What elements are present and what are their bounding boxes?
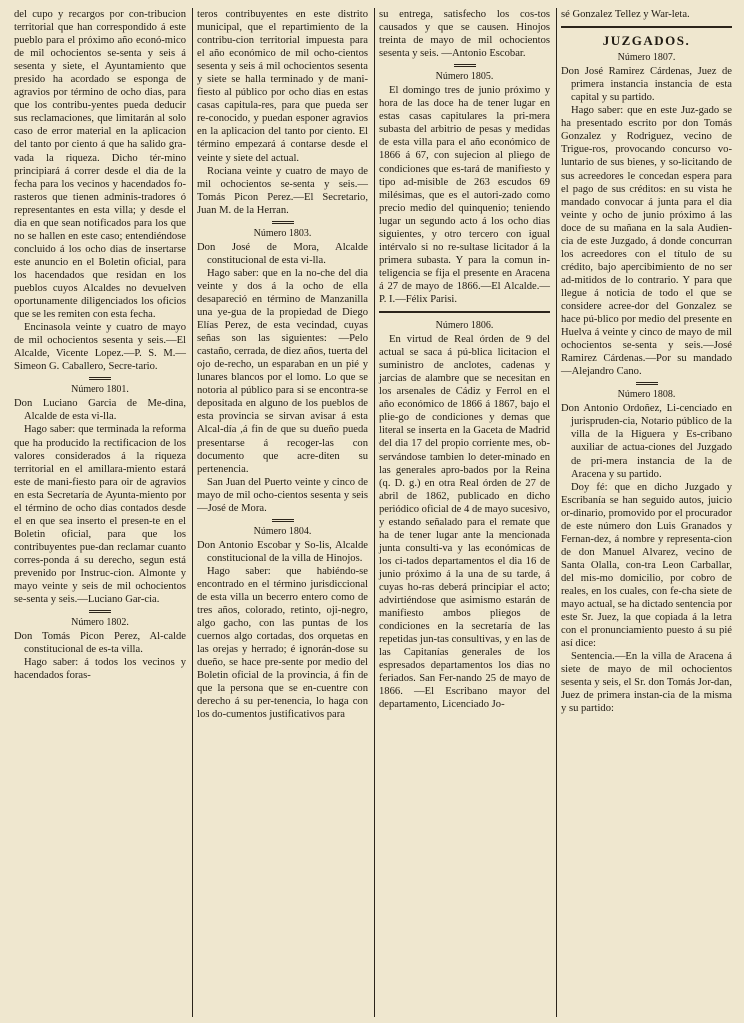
column-3 [374, 8, 556, 1017]
paragraph: Sentencia.—En la villa de Aracena á siete de mayo de mil ochocientos sesenta y seis, el Sr. don Tomás Jor-dan, Juez de primera instan-cia de la misma y su partido: [561, 651, 732, 715]
section-separator [89, 610, 111, 613]
column-4 [556, 8, 738, 1017]
notice-issuer: Don Antonio Ordoñez, Li-cenciado en jurispruden-cia, Notario público de la villa de la Higuera y Es-cribano auxiliar de actua-ciones del Juzgado de pri-mera instancia de la de Aracena y su partido. [561, 403, 732, 480]
paragraph: Doy fé: que en dicho Juzgado y Escribanía se han seguido autos, juicio or-dinario, promovido por el procurador de este número don Luis Granados y Fernan-dez, á nombre y representa-cion de don Manuel Alvarez, vecino de Santa Olalla, con-tra Leon Carballar, del mis-mo domicilio, por cobro de reales, en los cuales, con fe-cha siete de mayo actual, se ha dictado sentencia por este Sr. Juez, la que copiada á la letra con el pronunciamiento puesto á su pié así dice: [561, 481, 732, 650]
paragraph: Hago saber: que habiéndo-se encontrado en el término jurisdiccional de esta villa un becerro entero como de tres años, colorado, retinto, oji-negro, algo gacho, con las puntas de los cuernos algo cortadas, dos orquetas en las orejas y herrado; é ignorán-dose su dueño, se hace pre-sente por medio del Boletin oficial de la provincia, á fin de que la persona que se en-cuentre con derecho á su per-tenencia, lo haga con los do-cumentos justificativos para [197, 565, 368, 721]
notice-number: Número 1804. [253, 525, 312, 537]
paragraph: San Juan del Puerto veinte y cinco de mayo de mil ocho-cientos sesenta y seis —José de Mora. [197, 476, 368, 514]
notice-issuer: Don José de Mora, Alcalde constitucional de esta vi-lla. [197, 241, 368, 266]
notice-number: Número 1807. [617, 52, 676, 64]
section-separator [636, 382, 658, 385]
section-separator [454, 64, 476, 67]
paragraph: del cupo y recargos por con-tribucion territorial que han correspondido á este pueblo para el próximo año econó-mico de mil ochocientos se-senta y seis á sesenta y siete, el Ayuntamiento que presido ha acordado se esponga de agravios por término de ocho dias, para que los contribu-yentes pueda deducir sus reclamaciones, que limitarán al solo caso de error material en la aplicacion del tanto por ciento á que ha salido gra-vada la riqueza. Dicho tér-mino principiará á correr desde el dia de la fecha para los vecinos y hacendados fo-rasteros que tienen adminis-tradores ó representantes en esta villa; y desde el dia en que sean notificados para los que no se hallen en este caso; entendiéndose concluido á los ocho dias de insertarse este anuncio en el Boletin oficial, para los hacendados que residan en los pueblos cuyos Alcaldes no devuelven oportunamente diligenciados los oficios que se les remiten con esta fecha. [14, 9, 186, 321]
paragraph: sé Gonzalez Tellez y War-leta. [561, 9, 690, 20]
notice-issuer: Don Antonio Escobar y So-lis, Alcalde constitucional de la villa de Hinojos. [197, 539, 368, 564]
notice-number: Número 1803. [253, 227, 312, 239]
paragraph: su entrega, satisfecho los cos-tos causados y que se causen. Hinojos treinta de mayo de mil ochocientos sesenta y seis. —Antonio Escobar. [379, 9, 550, 60]
section-heading: JUZGADOS. [602, 33, 691, 49]
section-rule [561, 26, 732, 28]
section-rule [379, 311, 550, 313]
notice-number: Número 1802. [71, 617, 129, 629]
notice-number: Número 1801. [71, 384, 129, 396]
paragraph: teros contribuyentes en este distrito municipal, que el repartimiento de la contribu-cion territorial impuesta para el año económico de mil ocho-cientos sesenta y seis á mil ochocientos sesenta y siete se halla terminado y de mani-fiesto al público por ocho dias en estas casas capitula-res, para que pueda ser re-conocido, y puedan esponer agravios en la aplicacion del tanto por ciento. El término empezará á contarse desde el veinte y siete del actual. [197, 9, 368, 164]
notice-number: Número 1806. [435, 320, 494, 332]
paragraph: El domingo tres de junio próximo y hora de las doce ha de tener lugar en estas casas capitulares la pri-mera subasta del arbitrio de pesas y medidas de esta villa para el año económico de 1866 á 67, con sujecion al pliego de condiciones que es-tará de manifiesto y tipo ad-misible de 263 escudos 69 milésimas, que es el autori-zado como precio medio del quinquenio; teniendo lugar un segundo acto á los ocho dias siguientes, y otro tercero con igual intérvalo si no re-sultase licitador á la primera subasta. Y para la comun in-teligencia se fija el presente en Aracena á 27 de mayo de 1866.—El Alcalde.—P. I.—Félix Parisi. [379, 85, 550, 305]
notice-number: Número 1808. [617, 389, 676, 401]
paragraph: Hago saber: á todos los vecinos y hacendados foras- [14, 657, 186, 682]
paragraph: Hago saber: que terminada la reforma que ha producido la rectificacion de los valores considerados á la riqueza territorial en el amillara-miento estará este de mani-fiesto para oir de agravios en esta Secretaría de Ayunta-miento por el término de ocho dias contados desde el en que sea inserto el presen-te en el Boletin oficial, para que los contribuyentes pue-dan reclamar cuanto corres-ponda á su derecho, segun está prevenido por Instruc-cion. Almonte y mayo veinte y seis de mil ochocientos se-senta y seis.—Luciano Gar-cia. [14, 424, 186, 606]
notice-issuer: Don José Ramirez Cárdenas, Juez de primera instancia instancia de esta capital y su partido. [561, 66, 732, 104]
section-separator [272, 221, 294, 224]
notice-number: Número 1805. [435, 71, 494, 83]
column-1 [10, 8, 192, 1017]
paragraph: En virtud de Real órden de 9 del actual se saca á pú-blica licitacion el suministro de anclotes, cadenas y jarcias de alambre que se necesitan en los arsenales de Cádiz y Ferrol en el año económico de 1866 á 1867, bajo el plie-go de condiciones y demas que literal se inserta en la Gaceta de Madrid del dia 17 del propio corriente mes, ob-servándose tambien lo deter-minado en las generales apro-bados por la Reina (q. D. g.) en otra Real órden de 27 de abril de 1862, publicado en dicho periódico oficial de 4 de mayo sucesivo, y estando señalado para el remate que ha de tener lugar ante la mencionada junta consulti-va y las económicas de los ci-tados departamentos el dia 16 de junio próximo á la una de su tarde, á cuyas ho-ras deberá principiar el acto; advirtiéndose que asimismo estarán de manifiesto ambos pliegos de condiciones en la secretaría de las repetidas jun-tas consultivas, y en las de las Capitanías generales de los espresados departamentos los dias no feriados. San Fer-nando 25 de mayo de 1866. —El Escribano mayor del departamento, Licenciado Jo- [379, 334, 550, 711]
paragraph: Rociana veinte y cuatro de mayo de mil ochocientos se-senta y seis.—Tomás Picon Perez.—El Secretario, Juan M. de la Herran. [197, 165, 368, 216]
notice-issuer: Don Luciano Garcia de Me-dina, Alcalde de esta vi-lla. [14, 398, 186, 423]
section-separator [89, 377, 111, 380]
section-separator [272, 519, 294, 522]
paragraph: Hago saber: que en la no-che del dia veinte y dos á la ocho de ella desapareció en término de Manzanilla una ye-gua de la propiedad de Diego Elías Perez, de esta vecindad, cuyas señas son las siguientes: —Pelo castaño, cerrada, de diez años, tuerta del ojo de-recho, un esparaban en un pié y lunares blancos por el lomo. Lo que se notoria al público para si se encontra-se depositada en alguno de los pueblos de esta provincia se sirvan avisar á esta Alcal-día ,á fin de que su dueño pueda presentarse á recoger-las con documento que acre-diten su pertenencia. [197, 267, 368, 475]
notice-issuer: Don Tomás Picon Perez, Al-calde constitucional de es-ta villa. [14, 631, 186, 656]
paragraph: Encinasola veinte y cuatro de mayo de mil ochocientos sesenta y seis.—El Alcalde, Vicente Lopez.—P. S. M.—Simeon G. Caballero, Secre-tario. [14, 322, 186, 373]
column-2 [192, 8, 374, 1017]
paragraph: Hago saber: que en este Juz-gado se ha presentado escrito por don Tomás Gonzalez y Rodriguez, vecino de Trigue-ros, provocando concurso vo-luntario de sus bienes, y so-licitando de sus acreedores le concedan espera para el pago de sus créditos: en su vista he mandado convocar á junta para el dia veinte y ocho de junio próximo á las doce de su mañana en la sala Audien-cia de este Juzgado, á donde concurran los acreedores con el título de su crédito, bajo apercibimiento de no ser ad-mitidos de lo contrario. Y para que llegue á noticia de todo el que se considere acree-dor del Gonzalez se hace pú-blico por medio del presente en Huelva á veinte y cinco de mayo de mil ochocientos se-senta y seis.—José Ramirez Cárdenas.—Por su mandado —Alejandro Cano. [561, 105, 732, 378]
